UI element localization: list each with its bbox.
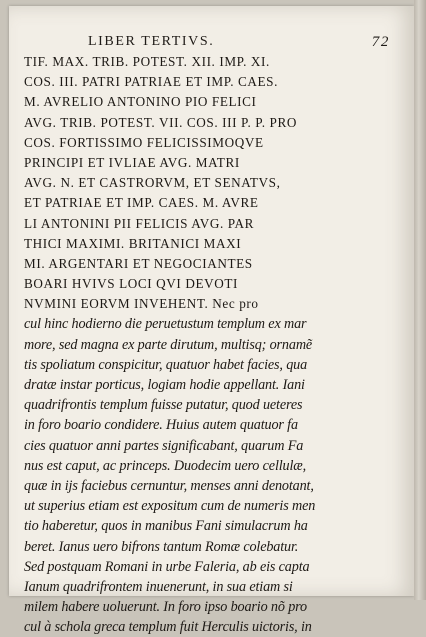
page-edge <box>414 0 426 600</box>
text-line: NVMINI EORVM INVEHENT. Nec pro <box>24 296 259 312</box>
text-line: ut superius etiam est expositum cum de numeris men <box>24 498 316 515</box>
text-line: milem habere uoluerunt. In foro ipso boario nõ pro <box>24 599 307 616</box>
text-line: PRINCIPI ET IVLIAE AVG. MATRI <box>24 154 240 170</box>
text-line: AVG. TRIB. POTEST. VII. COS. III P. P. PRO <box>24 114 297 130</box>
text-line: Ianum quadrifrontem inuenerunt, in sua etiam si <box>24 578 293 595</box>
text-line: TIF. MAX. TRIB. POTEST. XII. IMP. XI. <box>24 54 270 69</box>
text-line: beret. Ianus uero bifrons tantum Romæ colebatur. <box>24 538 299 555</box>
text-line: THICI MAXIMI. BRITANICI MAXI <box>24 235 242 251</box>
text-line: nus est caput, ac princeps. Duodecim uero cellulæ, <box>24 457 306 474</box>
text-line: tis spoliatum conspicitur, quatuor habet facies, qua <box>24 356 308 373</box>
text-line: BOARI HVIVS LOCI QVI DEVOTI <box>24 276 238 292</box>
text-line: more, sed magna ex parte dirutum, multisq; ornamẽ <box>24 336 313 353</box>
text-line: in foro boario condidere. Huius autem quatuor fa <box>24 417 298 434</box>
text-line: cul hinc hodierno die peruetustum templum ex mar <box>24 316 307 333</box>
text-line: ET PATRIAE ET IMP. CAES. M. AVRE <box>24 195 259 211</box>
text-line: quadrifrontis templum fuisse putatur, quod ueteres <box>24 397 303 414</box>
text-line: MI. ARGENTARI ET NEGOCIANTES <box>24 255 253 271</box>
text-line: COS. III. PATRI PATRIAE ET IMP. CAES. <box>24 74 278 90</box>
text-line: cul à schola greca templum fuit Herculis uictoris, in <box>24 619 312 636</box>
text-line: Sed postquam Romani in urbe Faleria, ab eis capta <box>24 558 310 575</box>
text-line: M. AVRELIO ANTONINO PIO FELICI <box>24 94 257 110</box>
body-text <box>24 52 400 637</box>
text-line: quæ in ijs faciebus cernuntur, menses anni denotant, <box>24 477 314 494</box>
running-title: LIBER TERTIVS. <box>88 34 215 49</box>
text-line: cies quatuor anni partes significabant, quarum Fa <box>24 437 304 454</box>
text-line: tio haberetur, quos in manibus Fani simulacrum ha <box>24 518 308 535</box>
text-line: COS. FORTISSIMO FELICISSIMOQVE <box>24 134 264 150</box>
text-line: AVG. N. ET CASTRORVM, ET SENATVS, <box>24 175 281 191</box>
text-line: dratæ instar porticus, logiam hodie appellant. Iani <box>24 377 305 393</box>
running-header <box>18 34 400 52</box>
page-number: 72 <box>371 34 390 50</box>
text-line: LI ANTONINI PII FELICIS AVG. PAR <box>24 215 254 231</box>
